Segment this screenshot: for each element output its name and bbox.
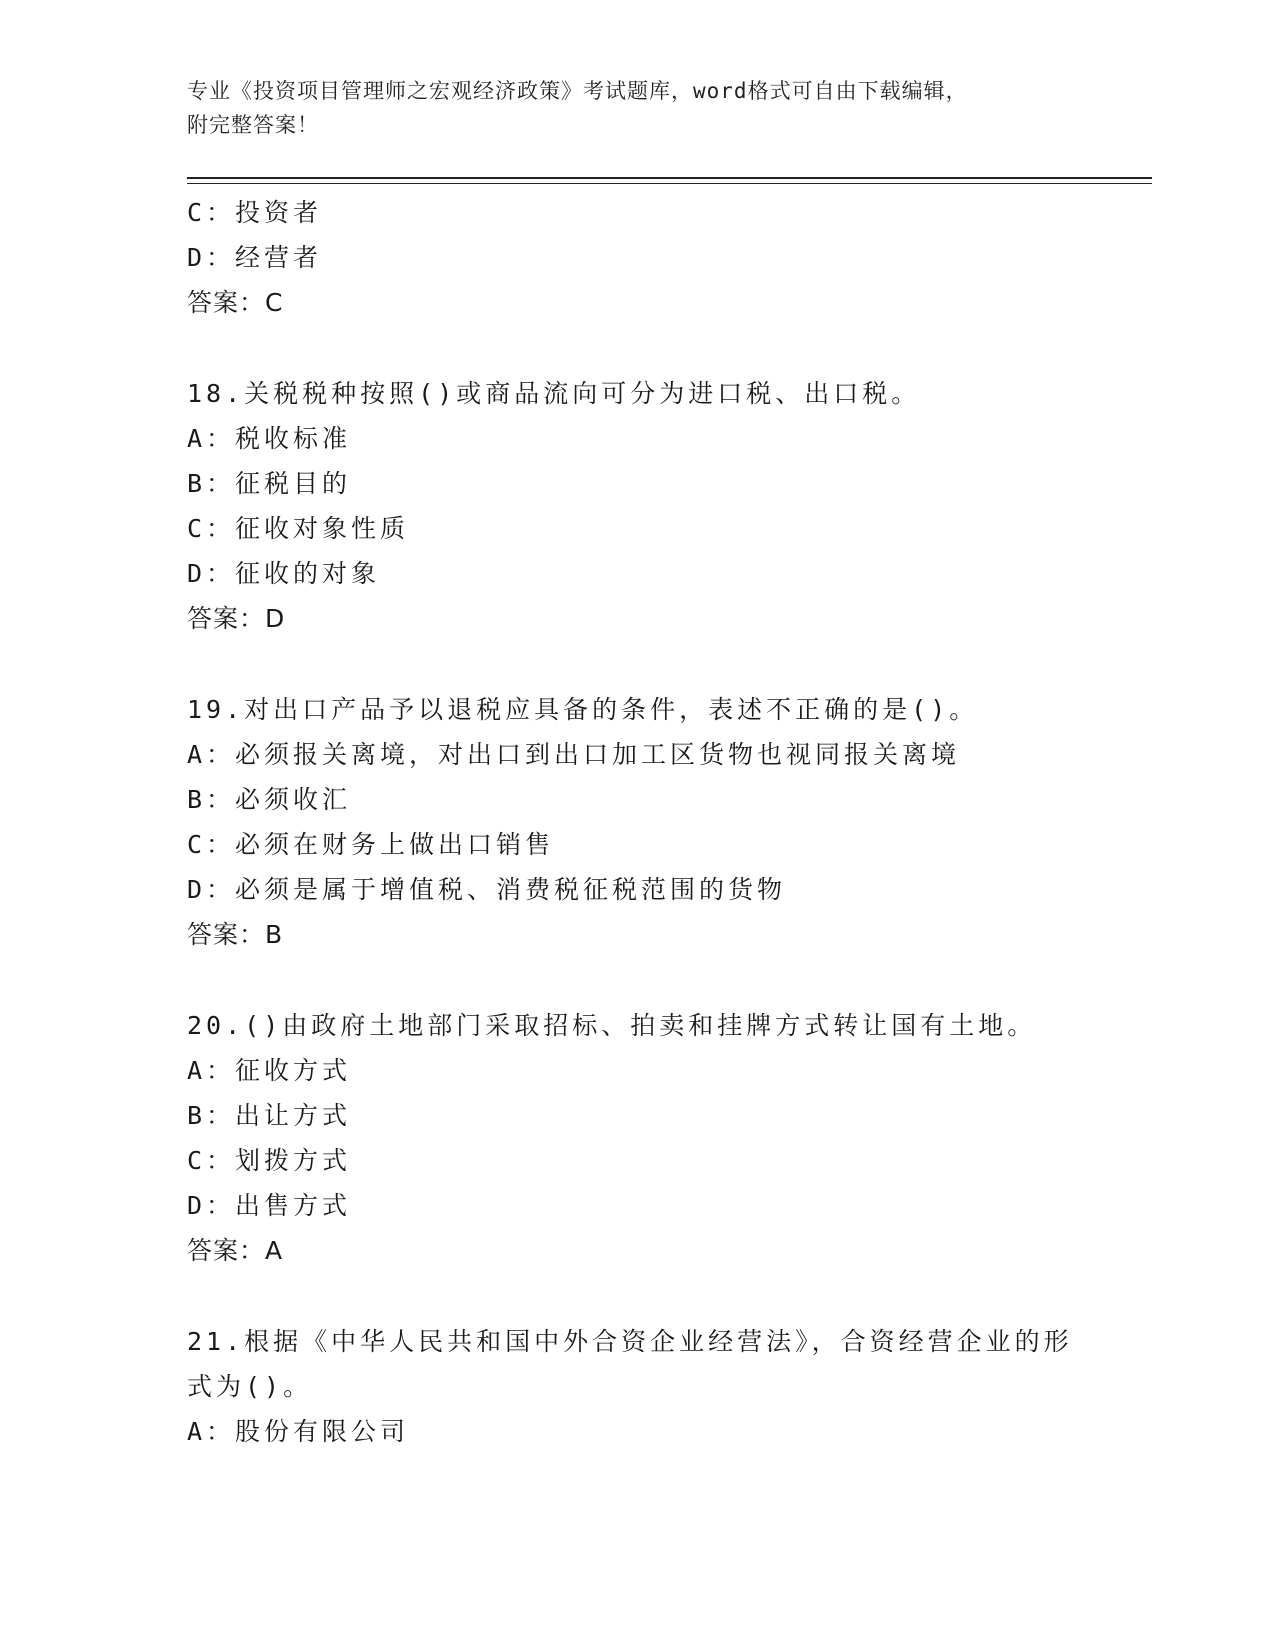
option-c: C：投资者	[187, 198, 323, 227]
option-a: A：股份有限公司	[187, 1417, 410, 1446]
question-19	[187, 687, 1152, 957]
option-d: D：必须是属于增值税、消费税征税范围的货物	[187, 875, 787, 904]
option-d: D：出售方式	[187, 1191, 352, 1220]
question-stem: 20.()由政府土地部门采取招标、拍卖和挂牌方式转让国有土地。	[187, 1011, 1037, 1040]
option-c: C：征收对象性质	[187, 514, 410, 543]
header-line-1: 专业《投资项目管理师之宏观经济政策》考试题库，word格式可自由下载编辑，	[187, 79, 968, 103]
question-stem: 19.对出口产品予以退税应具备的条件，表述不正确的是()。	[187, 695, 979, 724]
answer-line: 答案：A	[187, 1236, 284, 1265]
question-18	[187, 371, 1152, 641]
option-b: B：出让方式	[187, 1101, 352, 1130]
option-c: C：划拨方式	[187, 1146, 352, 1175]
option-c: C：必须在财务上做出口销售	[187, 830, 555, 859]
question-21	[187, 1319, 1152, 1454]
question-stem-line-2: 式为()。	[187, 1372, 313, 1401]
question-stem-line-1: 21.根据《中华人民共和国中外合资企业经营法》，合资经营企业的形	[187, 1327, 1073, 1356]
option-a: A：征收方式	[187, 1056, 352, 1085]
option-b: B：征税目的	[187, 469, 352, 498]
question-17-tail	[187, 190, 1152, 325]
header-line-2: 附完整答案！	[187, 113, 319, 137]
answer-line: 答案：B	[187, 920, 284, 949]
option-a: A：必须报关离境，对出口到出口加工区货物也视同报关离境	[187, 740, 961, 769]
question-content	[187, 190, 1152, 1454]
option-b: B：必须收汇	[187, 785, 352, 814]
option-a: A：税收标准	[187, 424, 352, 453]
document-header	[187, 74, 1087, 142]
option-d: D：征收的对象	[187, 559, 381, 588]
answer-line: 答案：D	[187, 604, 286, 633]
question-stem: 18.关税税种按照()或商品流向可分为进口税、出口税。	[187, 379, 921, 408]
header-divider-thin	[187, 183, 1152, 184]
header-divider-thick	[187, 177, 1152, 179]
option-d: D：经营者	[187, 243, 323, 272]
answer-line: 答案：C	[187, 288, 284, 317]
question-20	[187, 1003, 1152, 1273]
